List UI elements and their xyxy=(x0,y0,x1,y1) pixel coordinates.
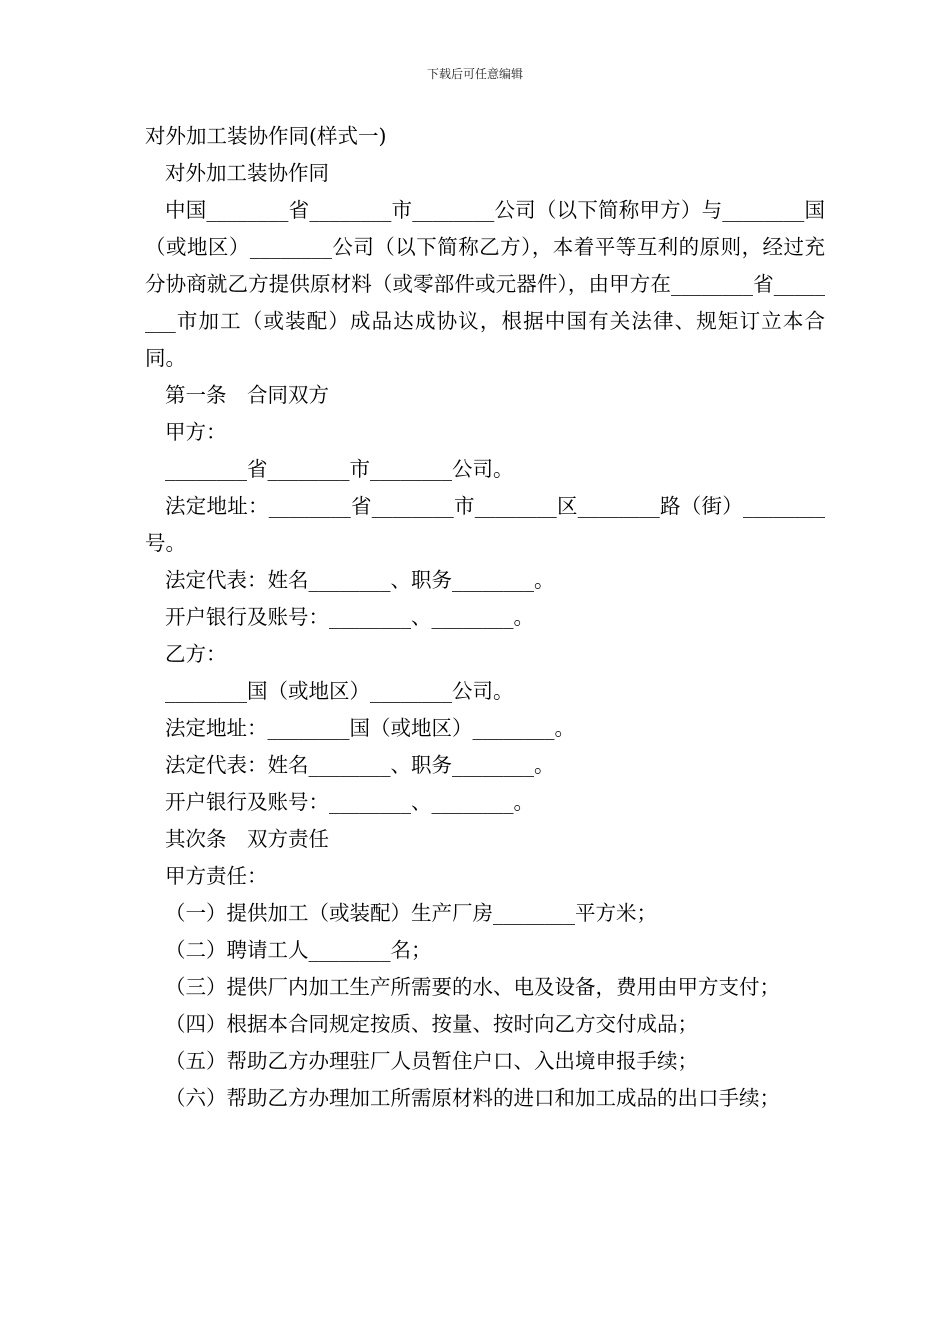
party-b-label: 乙方： xyxy=(165,642,227,666)
party-a-bank: 开户银行及账号：________、________。 xyxy=(165,605,534,629)
party-b-representative: 法定代表：姓名________、职务________。 xyxy=(165,753,555,777)
document-body xyxy=(145,118,825,1117)
responsibility-item-4: （四）根据本合同规定按质、按量、按时向乙方交付成品； xyxy=(165,1012,698,1036)
responsibility-item-5: （五）帮助乙方办理驻厂人员暂住户口、入出境申报手续； xyxy=(165,1049,698,1073)
document-title: 对外加工装协作同(样式一) xyxy=(145,124,387,148)
party-a-address: 法定地址：________省________市________区________路（街）________号。 xyxy=(145,494,825,555)
party-b-bank: 开户银行及账号：________、________。 xyxy=(165,790,534,814)
party-a-responsibility-label: 甲方责任： xyxy=(165,864,268,888)
responsibility-item-3: （三）提供厂内加工生产所需要的水、电及设备，费用由甲方支付； xyxy=(165,975,780,999)
article-1-heading: 第一条 合同双方 xyxy=(165,383,329,407)
header-note: 下载后可任意编辑 xyxy=(426,67,523,81)
intro-paragraph: 中国________省________市________公司（以下简称甲方）与________国（或地区）________公司（以下简称乙方），本着平等互利的原则，经过充分协商就乙方提供原材料（或零部件或元器件），由甲方在________省________市加工（或装配）成品达成协议，根据中国有关法律、规矩订立本合同。 xyxy=(145,198,825,370)
party-b-address: 法定地址：________国（或地区）________。 xyxy=(165,716,575,740)
party-a-company: ________省________市________公司。 xyxy=(165,457,514,481)
responsibility-item-2: （二）聘请工人________名； xyxy=(165,938,432,962)
responsibility-item-6: （六）帮助乙方办理加工所需原材料的进口和加工成品的出口手续； xyxy=(165,1086,780,1110)
party-a-representative: 法定代表：姓名________、职务________。 xyxy=(165,568,555,592)
party-a-label: 甲方： xyxy=(165,420,227,444)
contract-subtitle: 对外加工装协作同 xyxy=(165,161,329,185)
party-b-company: ________国（或地区）________公司。 xyxy=(165,679,514,703)
responsibility-item-1: （一）提供加工（或装配）生产厂房________平方米； xyxy=(165,901,657,925)
article-2-heading: 其次条 双方责任 xyxy=(165,827,329,851)
